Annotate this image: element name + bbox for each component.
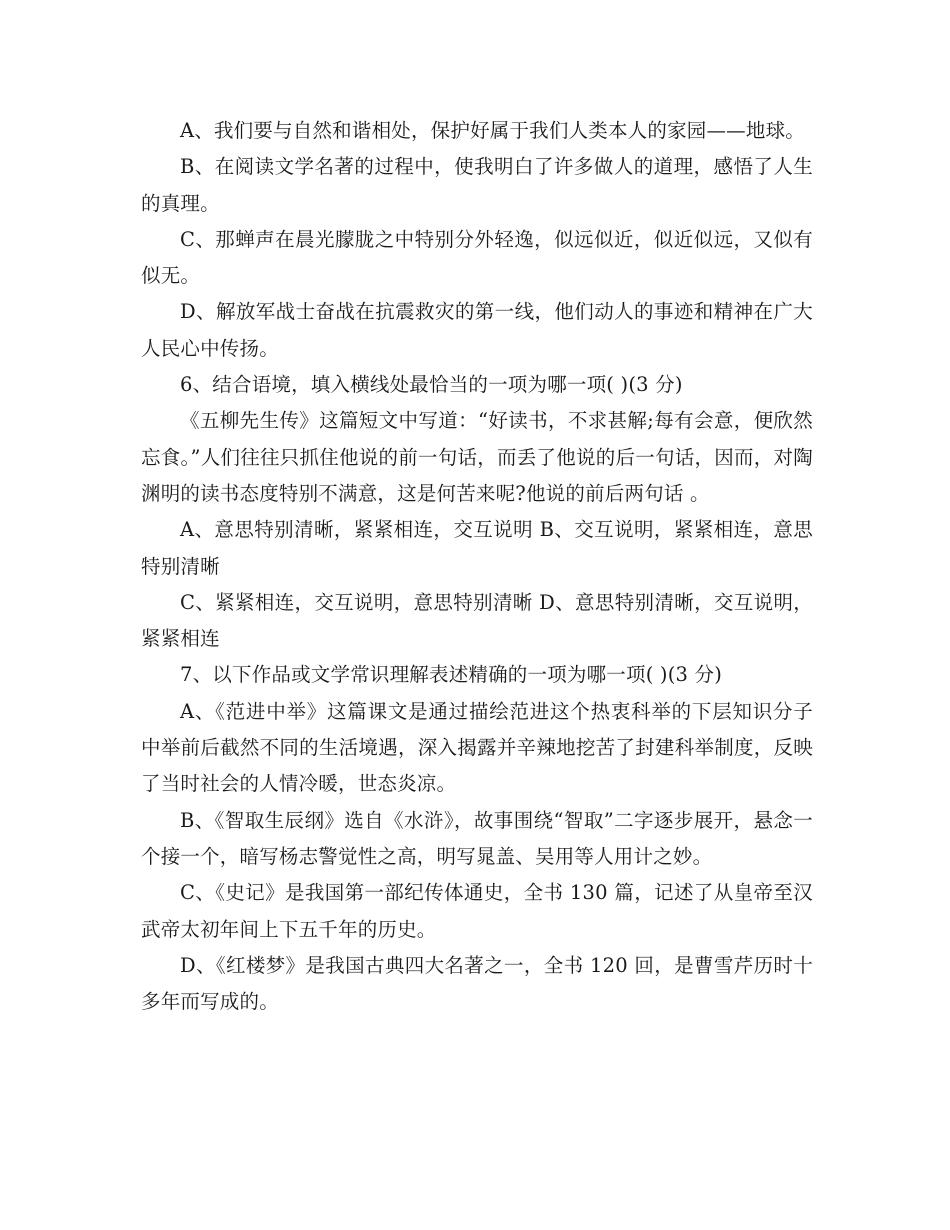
question-6-passage: 《五柳先生传》这篇短文中写道：“好读书，不求甚解;每有会意，便欣然忘食。”人们往往只抓住他说的前一句话，而丢了他说的后一句话，因而，对陶渊明的读书态度特别不满意，这是何苦来呢?他说的前后两句话 。 [141,409,813,505]
question-6-options-ab: A、意思特别清晰，紧紧相连，交互说明 B、交互说明，紧紧相连，意思特别清晰 [141,518,813,578]
option-c-paragraph: C、那蝉声在晨光朦胧之中特别分外轻逸，似远似近，似近似远，又似有似无。 [141,227,813,288]
question-7-option-b: B、《智取生辰纲》选自《水浒》，故事围绕“智取”二字逐步展开，悬念一个接一个，暗写杨志警觉性之高，明写晁盖、吴用等人用计之妙。 [141,808,813,868]
question-7-option-d: D、《红楼梦》是我国古典四大名著之一，全书 120 回，是曹雪芹历时十多年而写成的。 [141,953,813,1014]
document-page [141,113,813,1020]
option-a-paragraph: A、我们要与自然和谐相处，保护好属于我们人类本人的家园——地球。 [180,119,805,142]
question-6-heading: 6、结合语境，填入横线处最恰当的一项为哪一项( )(3 分) [180,373,683,397]
option-d-paragraph: D、解放军战士奋战在抗震救灾的第一线，他们动人的事迹和精神在广大人民心中传扬。 [141,300,813,360]
question-7-heading: 7、以下作品或文学常识理解表述精确的一项为哪一项( )(3 分) [180,663,723,687]
question-7-option-a: A、《范进中举》这篇课文是通过描绘范进这个热衷科举的下层知识分子中举前后截然不同的生活境遇，深入揭露并辛辣地挖苦了封建科举制度，反映了当时社会的人情冷暖，世态炎凉。 [141,699,813,796]
option-b-paragraph: B、在阅读文学名著的过程中，使我明白了许多做人的道理，感悟了人生的真理。 [141,155,813,215]
question-6-options-cd: C、紧紧相连，交互说明，意思特别清晰 D、意思特别清晰，交互说明，紧紧相连 [141,590,813,651]
question-7-option-c: C、《史记》是我国第一部纪传体通史，全书 130 篇，记述了从皇帝至汉武帝太初年间上下五千年的历史。 [141,881,813,941]
